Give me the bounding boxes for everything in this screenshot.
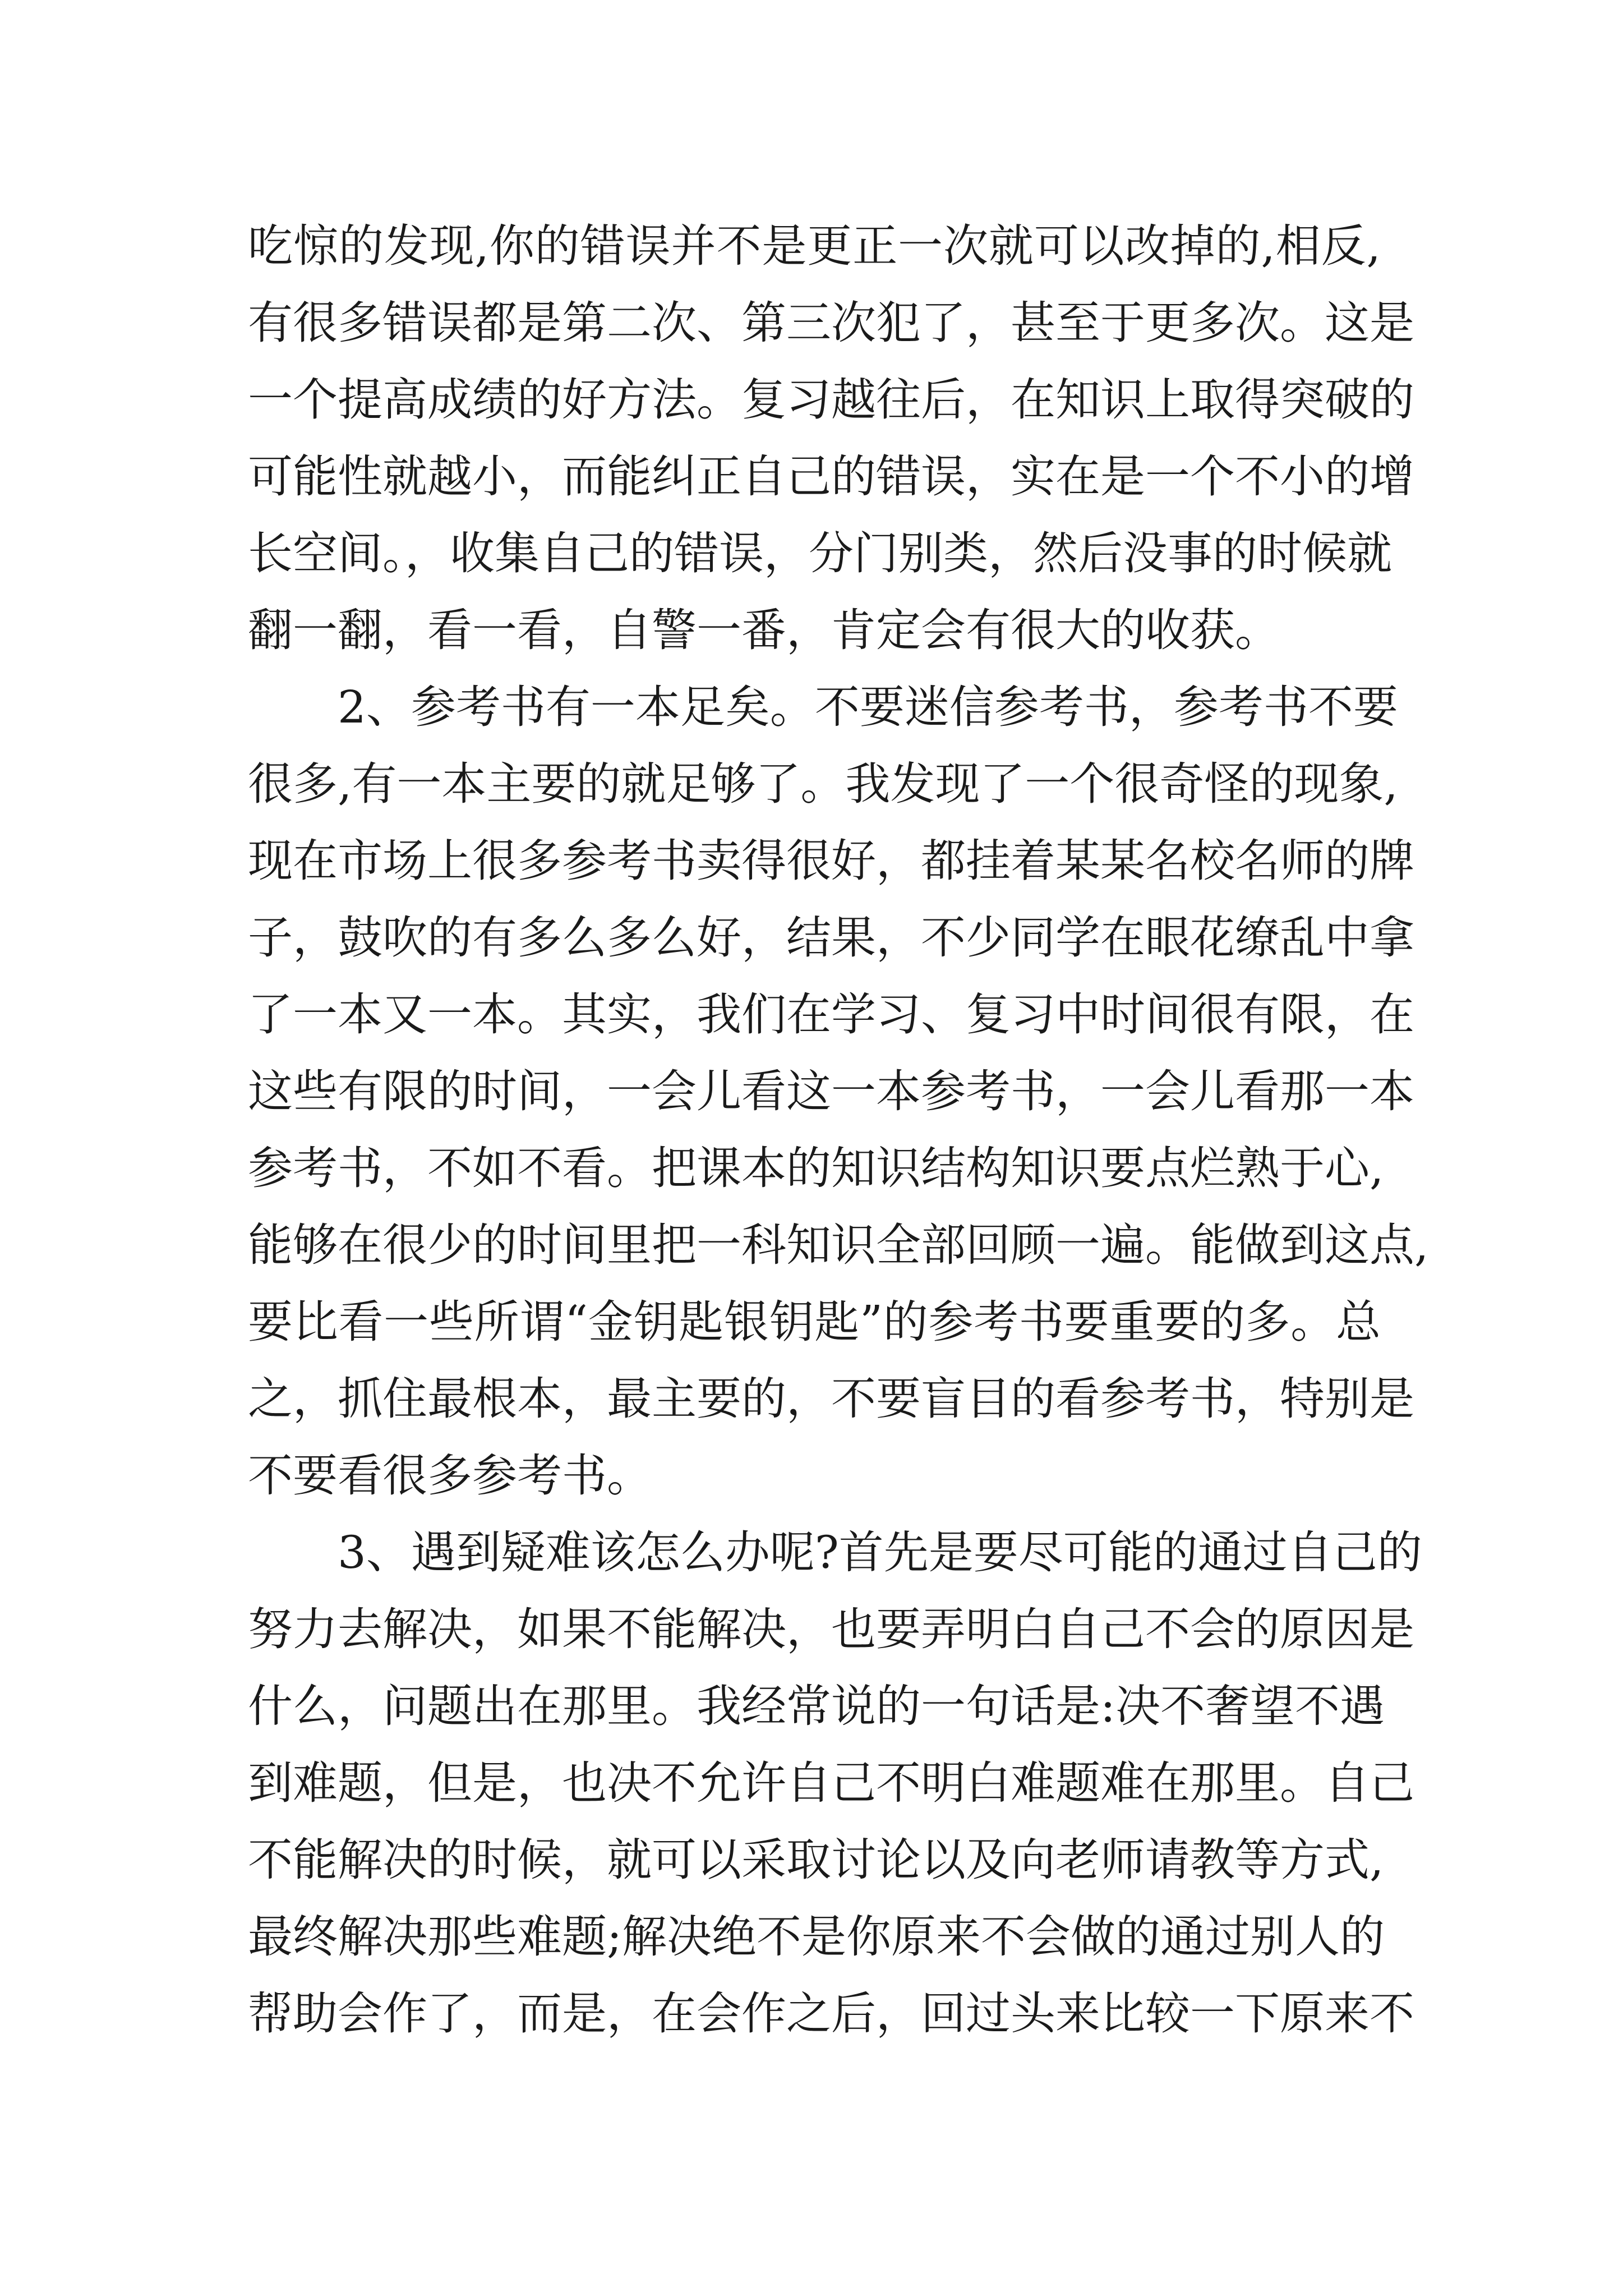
- text-line: 一个提高成绩的好方法。复习越往后，在知识上取得突破的: [248, 374, 1414, 426]
- text-line: 这些有限的时间，一会儿看这一本参考书，一会儿看那一本: [248, 1065, 1414, 1117]
- text-line: 很多,有一本主要的就足够了。我发现了一个很奇怪的现象,: [248, 758, 1398, 810]
- text-line: 之，抓住最根本，最主要的，不要盲目的看参考书，特别是: [248, 1373, 1414, 1425]
- text-line: 努力去解决，如果不能解决，也要弄明白自己不会的原因是: [248, 1603, 1414, 1655]
- text-line: 帮助会作了，而是，在会作之后，回过头来比较一下原来不: [248, 1987, 1414, 2040]
- text-line: 到难题，但是，也决不允许自己不明白难题难在那里。自己: [248, 1757, 1414, 1809]
- text-line: 最终解决那些难题;解决绝不是你原来不会做的通过别人的: [248, 1911, 1385, 1963]
- text-line: 吃惊的发现,你的错误并不是更正一次就可以改掉的,相反,: [248, 220, 1381, 272]
- paragraph-3: [248, 1514, 1422, 2052]
- text-line: 什么，问题出在那里。我经常说的一句话是:决不奢望不遇: [248, 1680, 1385, 1732]
- text-line: 现在市场上很多参考书卖得很好，都挂着某某名校名师的牌: [248, 835, 1414, 887]
- text-line: 要比看一些所谓“金钥匙银钥匙”的参考书要重要的多。总: [248, 1296, 1381, 1348]
- text-line: 3、遇到疑难该怎么办呢?首先是要尽可能的通过自己的: [338, 1526, 1422, 1579]
- paragraph-2: [248, 669, 1429, 1514]
- text-line: 翻一翻，看一看，自警一番，肯定会有很大的收获。: [248, 604, 1280, 656]
- text-line: 有很多错误都是第二次、第三次犯了，甚至于更多次。这是: [248, 297, 1414, 349]
- text-line: 长空间。，收集自己的错误，分门别类，然后没事的时候就: [248, 527, 1392, 579]
- text-line: 参考书，不如不看。把课本的知识结构知识要点烂熟于心,: [248, 1142, 1384, 1194]
- text-line: 不要看很多参考书。: [248, 1450, 652, 1502]
- document-body: [248, 208, 1429, 2052]
- paragraph-1: [248, 208, 1414, 669]
- text-line: 了一本又一本。其实，我们在学习、复习中时间很有限，在: [248, 988, 1414, 1041]
- text-line: 能够在很少的时间里把一科知识全部回顾一遍。能做到这点,: [248, 1219, 1429, 1271]
- text-line: 不能解决的时候，就可以采取讨论以及向老师请教等方式,: [248, 1834, 1384, 1886]
- text-line: 子，鼓吹的有多么多么好，结果，不少同学在眼花缭乱中拿: [248, 912, 1414, 964]
- text-line: 2、参考书有一本足矣。不要迷信参考书，参考书不要: [338, 681, 1398, 733]
- text-line: 可能性就越小，而能纠正自己的错误，实在是一个不小的增: [248, 450, 1414, 503]
